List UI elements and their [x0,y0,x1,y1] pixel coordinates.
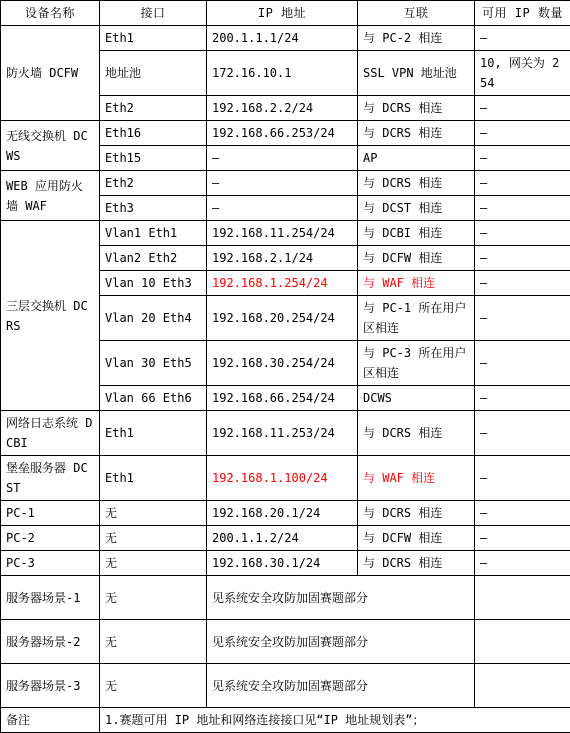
table-header-row [1,1,570,26]
ip-cell: 200.1.1.2/24 [207,526,358,551]
table-row [1,171,570,196]
available-cell: – [475,96,570,121]
available-cell: – [475,411,570,456]
table-row [1,708,570,733]
interconnect-cell: 与 DCFW 相连 [358,526,475,551]
interface-cell: Eth15 [100,146,207,171]
ip-cell: 200.1.1.1/24 [207,26,358,51]
device-waf: WEB 应用防火墙 WAF [1,171,100,221]
device-dcbi: 网络日志系统 DCBI [1,411,100,456]
available-cell: – [475,171,570,196]
table-row [1,551,570,576]
table-row [1,526,570,551]
available-cell: – [475,221,570,246]
available-cell: – [475,386,570,411]
table-row [1,664,570,708]
interface-cell: Vlan1 Eth1 [100,221,207,246]
interface-cell: Vlan2 Eth2 [100,246,207,271]
interconnect-cell-highlighted: 与 WAF 相连 [358,456,475,501]
ip-cell: 192.168.2.1/24 [207,246,358,271]
interconnect-cell: 与 DCRS 相连 [358,96,475,121]
interconnect-cell: 与 PC-2 相连 [358,26,475,51]
ip-cell: 192.168.11.254/24 [207,221,358,246]
interconnect-cell: 与 DCST 相连 [358,196,475,221]
interface-cell: Vlan 20 Eth4 [100,296,207,341]
interconnect-cell: AP [358,146,475,171]
available-cell: – [475,246,570,271]
available-cell: – [475,341,570,386]
ip-cell-highlighted: 192.168.1.254/24 [207,271,358,296]
device-pc1: PC-1 [1,501,100,526]
empty-cell [475,664,570,708]
available-cell: – [475,501,570,526]
ip-cell: 192.168.20.1/24 [207,501,358,526]
available-cell: – [475,296,570,341]
ip-cell-highlighted: 192.168.1.100/24 [207,456,358,501]
header-interconnect: 互联 [358,1,475,26]
ip-cell: 192.168.2.2/24 [207,96,358,121]
device-dcfw: 防火墙 DCFW [1,26,100,121]
interface-cell: Eth2 [100,171,207,196]
header-available-ips: 可用 IP 数量 [475,1,570,26]
interface-cell: Vlan 30 Eth5 [100,341,207,386]
interconnect-cell: 与 PC-1 所在用户区相连 [358,296,475,341]
available-cell: – [475,271,570,296]
interface-cell: Eth1 [100,26,207,51]
interconnect-cell: SSL VPN 地址池 [358,51,475,96]
table-row [1,456,570,501]
table-row [1,501,570,526]
interconnect-cell: 与 DCFW 相连 [358,246,475,271]
device-pc3: PC-3 [1,551,100,576]
header-interface: 接口 [100,1,207,26]
interconnect-cell: 与 PC-3 所在用户区相连 [358,341,475,386]
interface-cell: Eth2 [100,96,207,121]
ip-cell: 192.168.30.254/24 [207,341,358,386]
ip-cell: – [207,171,358,196]
interface-cell: 无 [100,501,207,526]
available-cell: – [475,526,570,551]
server-note-cell: 见系统安全攻防加固赛题部分 [207,664,475,708]
table-row [1,221,570,246]
interface-cell: 无 [100,551,207,576]
interconnect-cell: 与 DCBI 相连 [358,221,475,246]
ip-cell: – [207,146,358,171]
interconnect-cell: 与 DCRS 相连 [358,411,475,456]
device-server-2: 服务器场景-2 [1,620,100,664]
interface-cell: 地址池 [100,51,207,96]
interface-cell: Vlan 66 Eth6 [100,386,207,411]
device-dcst: 堡垒服务器 DCST [1,456,100,501]
device-server-3: 服务器场景-3 [1,664,100,708]
ip-cell: 192.168.66.253/24 [207,121,358,146]
ip-cell: 172.16.10.1 [207,51,358,96]
available-cell: – [475,196,570,221]
interconnect-cell-highlighted: 与 WAF 相连 [358,271,475,296]
server-note-cell: 见系统安全攻防加固赛题部分 [207,576,475,620]
interconnect-cell: 与 DCRS 相连 [358,551,475,576]
interface-cell: Eth16 [100,121,207,146]
note-label: 备注 [1,708,100,733]
available-cell: – [475,456,570,501]
available-cell: 10, 网关为 254 [475,51,570,96]
ip-cell: 192.168.11.253/24 [207,411,358,456]
device-pc2: PC-2 [1,526,100,551]
device-dcrs: 三层交换机 DCRS [1,221,100,411]
table-row [1,411,570,456]
interconnect-cell: 与 DCRS 相连 [358,171,475,196]
ip-cell: 192.168.66.254/24 [207,386,358,411]
interconnect-cell: 与 DCRS 相连 [358,501,475,526]
ip-cell: – [207,196,358,221]
interface-cell: Eth1 [100,411,207,456]
interface-cell: 无 [100,576,207,620]
interface-cell: 无 [100,620,207,664]
interface-cell: Vlan 10 Eth3 [100,271,207,296]
available-cell: – [475,146,570,171]
header-ip-address: IP 地址 [207,1,358,26]
available-cell: – [475,26,570,51]
empty-cell [475,620,570,664]
table-row [1,620,570,664]
note-text: 1.赛题可用 IP 地址和网络连接接口见“IP 地址规划表”； [100,708,570,733]
table-row [1,576,570,620]
available-cell: – [475,121,570,146]
server-note-cell: 见系统安全攻防加固赛题部分 [207,620,475,664]
interface-cell: Eth3 [100,196,207,221]
header-device-name: 设备名称 [1,1,100,26]
interconnect-cell: 与 DCRS 相连 [358,121,475,146]
device-server-1: 服务器场景-1 [1,576,100,620]
table-row [1,121,570,146]
ip-cell: 192.168.20.254/24 [207,296,358,341]
interface-cell: Eth1 [100,456,207,501]
empty-cell [475,576,570,620]
ip-cell: 192.168.30.1/24 [207,551,358,576]
interconnect-cell: DCWS [358,386,475,411]
device-dcws: 无线交换机 DCWS [1,121,100,171]
table-row [1,26,570,51]
interface-cell: 无 [100,526,207,551]
available-cell: – [475,551,570,576]
interface-cell: 无 [100,664,207,708]
